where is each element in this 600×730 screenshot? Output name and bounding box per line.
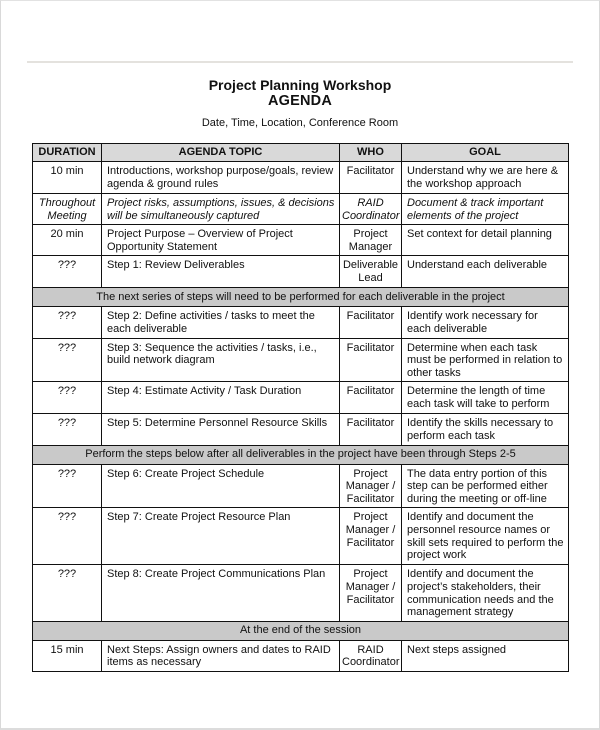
who-cell: Facilitator [340, 162, 402, 194]
who-cell: Facilitator [340, 307, 402, 338]
table-row [33, 162, 569, 194]
topic-cell: Step 7: Create Project Resource Plan [102, 508, 340, 565]
topic-cell: Step 2: Define activities / tasks to meet the each deliverable [102, 307, 340, 338]
who-cell: Facilitator [340, 338, 402, 382]
table-row [33, 194, 569, 225]
duration-cell: ??? [33, 338, 102, 382]
who-cell: Project Manager [340, 225, 402, 256]
duration-cell: 10 min [33, 162, 102, 194]
section-label: The next series of steps will need to be performed for each deliverable in the project [33, 288, 569, 307]
topic-cell: Step 6: Create Project Schedule [102, 464, 340, 508]
who-cell: Project Manager / Facilitator [340, 565, 402, 621]
duration-cell: ??? [33, 256, 102, 288]
duration-cell: ??? [33, 382, 102, 414]
table-row [33, 414, 569, 445]
goal-cell: Determine the length of time each task will take to perform [402, 382, 569, 414]
section-row [33, 288, 569, 307]
table-row [33, 640, 569, 671]
topic-cell: Step 3: Sequence the activities / tasks, i.e., build network diagram [102, 338, 340, 382]
topic-cell: Project Purpose – Overview of Project Opportunity Statement [102, 225, 340, 256]
topic-cell: Step 1: Review Deliverables [102, 256, 340, 288]
goal-cell: Set context for detail planning [402, 225, 569, 256]
header-divider [27, 61, 573, 63]
topic-cell: Step 4: Estimate Activity / Task Duration [102, 382, 340, 414]
table-row [33, 382, 569, 414]
who-cell: RAID Coordinator [340, 194, 402, 225]
topic-cell: Step 8: Create Project Communications Plan [102, 565, 340, 621]
who-cell: Project Manager / Facilitator [340, 508, 402, 565]
goal-cell: Next steps assigned [402, 640, 569, 671]
topic-cell: Project risks, assumptions, issues, & decisions will be simultaneously captured [102, 194, 340, 225]
goal-cell: Identify the skills necessary to perform each task [402, 414, 569, 445]
duration-cell: 15 min [33, 640, 102, 671]
table-row [33, 256, 569, 288]
table-row [33, 307, 569, 338]
duration-cell: ??? [33, 414, 102, 445]
goal-cell: Identify work necessary for each deliverable [402, 307, 569, 338]
section-row [33, 445, 569, 464]
duration-cell: ??? [33, 508, 102, 565]
topic-cell: Introductions, workshop purpose/goals, review agenda & ground rules [102, 162, 340, 194]
section-label: At the end of the session [33, 621, 569, 640]
topic-cell: Step 5: Determine Personnel Resource Skills [102, 414, 340, 445]
table-row [33, 508, 569, 565]
goal-cell: Understand each deliverable [402, 256, 569, 288]
table-row [33, 464, 569, 508]
document-title: Project Planning Workshop [208, 77, 392, 93]
table-row [33, 225, 569, 256]
goal-cell: Document & track important elements of the project [402, 194, 569, 225]
duration-cell: ??? [33, 464, 102, 508]
meeting-details: Date, Time, Location, Conference Room [201, 117, 399, 129]
section-label: Perform the steps below after all deliverables in the project have been through Steps 2-5 [33, 445, 569, 464]
who-cell: Project Manager / Facilitator [340, 464, 402, 508]
duration-cell: Throughout Meeting [33, 194, 102, 225]
header-agenda-topic: AGENDA TOPIC [102, 144, 340, 162]
header-duration: DURATION [33, 144, 102, 162]
agenda-table [32, 143, 569, 672]
goal-cell: Understand why we are here & the workshop approach [402, 162, 569, 194]
document-subtitle: AGENDA [267, 93, 333, 109]
duration-cell: ??? [33, 565, 102, 621]
table-row [33, 565, 569, 621]
duration-cell: 20 min [33, 225, 102, 256]
who-cell: Deliverable Lead [340, 256, 402, 288]
duration-cell: ??? [33, 307, 102, 338]
header-row [33, 144, 569, 162]
header-who: WHO [340, 144, 402, 162]
who-cell: Facilitator [340, 382, 402, 414]
who-cell: Facilitator [340, 414, 402, 445]
table-row [33, 338, 569, 382]
goal-cell: Determine when each task must be performed in relation to other tasks [402, 338, 569, 382]
goal-cell: Identify and document the personnel resource names or skill sets required to perform the project work [402, 508, 569, 565]
section-row [33, 621, 569, 640]
goal-cell: Identify and document the project’s stakeholders, their communication needs and the management strategy [402, 565, 569, 621]
who-cell: RAID Coordinator [340, 640, 402, 671]
topic-cell: Next Steps: Assign owners and dates to RAID items as necessary [102, 640, 340, 671]
header-goal: GOAL [402, 144, 569, 162]
goal-cell: The data entry portion of this step can be performed either during the meeting or off-line [402, 464, 569, 508]
